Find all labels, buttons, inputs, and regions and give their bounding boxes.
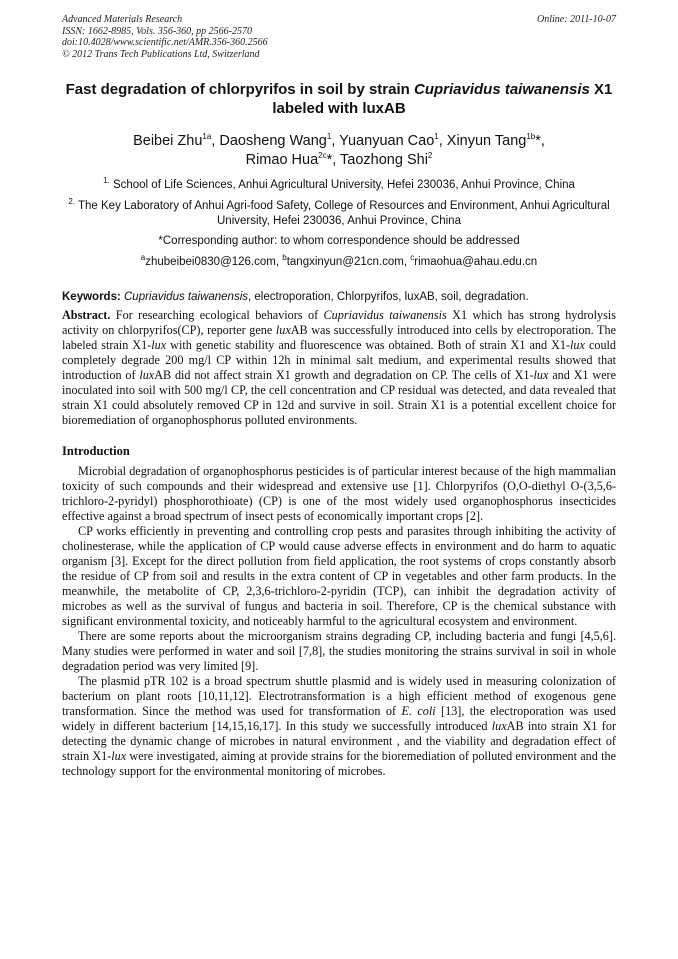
keywords-label: Keywords: <box>62 291 121 303</box>
abstract <box>62 308 616 428</box>
copyright-line: © 2012 Trans Tech Publications Ltd, Switzerland <box>62 48 260 60</box>
italic-term: lux <box>139 368 155 382</box>
italic-term: lux <box>570 338 585 352</box>
author: Daosheng Wang$^1$, <box>219 132 340 149</box>
text-run: AB did not affect strain X1 growth and degradation on CP. The cells of X1- <box>154 368 534 382</box>
text-run: AB was successfully introduced into cells by electroporation. The labeled strain X1- <box>62 323 616 352</box>
doi-line: doi:10.4028/www.scientific.net/AMR.356-360.2566 <box>62 37 268 48</box>
italic-term: E. coli <box>401 704 436 718</box>
author: Rimao Hua$^{2c}$*, <box>245 151 341 168</box>
introduction-body <box>62 464 616 779</box>
text-run: Microbial degradation of organophosphorus pesticides is of particular interest because of the high mammalian toxicity of such compounds and their widespread and extensive use [1]. Chlorpyrifos (O,O-diethyl O-(3,5,6-trichloro-2-pyridyl) phosphorothioate) (CP) is one of the most widely used organophosphorus insecticides effective against a broad spectrum of insect pests of economically important crops [2]. <box>62 464 616 523</box>
text-run: with genetic stability and fluorescence was obtained. Both of strain X1 and X1- <box>166 338 571 352</box>
paper-title <box>62 80 616 118</box>
italic-term: Cupriavidus taiwanensis <box>323 308 447 322</box>
online-date: Online: 2011-10-07 <box>537 14 616 25</box>
text-run: were investigated, aiming at provide strains for the bioremediation of polluted environment and the technology support for the environmental monitoring of microbes. <box>62 749 616 778</box>
section-heading-introduction: Introduction <box>62 444 130 458</box>
title-species: Cupriavidus taiwanensis <box>413 81 590 98</box>
body-paragraph <box>62 524 616 629</box>
journal-header <box>62 14 616 60</box>
paper-page <box>62 14 616 779</box>
text-run: The plasmid pTR 102 is a broad spectrum shuttle plasmid and is widely used in measuring colonization of bacterium on plant roots [10,11,12]. Electrotransformation is a high efficient method of exogenous gene transformation. Since the method was used for transformation of <box>62 674 616 718</box>
affiliation-2: $^{2.}$ The Key Laboratory of Anhui Agri-food Safety, College of Resources and Environment, Anhui Agricultural University, Hefei 230036, Anhui Province, China <box>68 197 610 227</box>
text-run: [13], the electroporation was used widely in different bacterium [14,15,16,17]. In this study we successfully introduced <box>62 704 616 733</box>
author: Yuanyuan Cao$^1$, <box>339 132 447 149</box>
author-emails: $^a$zhubeibei0830@126.com, $^b$tangxinyun@21cn.com, $^c$rimaohua@ahau.edu.cn <box>140 253 538 268</box>
author-list <box>62 132 616 170</box>
text-run: X1 which has strong hydrolysis activity on chlorpyrifos(CP), reporter gene <box>62 308 616 337</box>
body-paragraph <box>62 464 616 524</box>
author: Xinyun Tang$^{1b}$*, <box>446 132 545 149</box>
email-link[interactable]: rimaohua@ahau.edu.cn <box>414 256 538 268</box>
italic-term: lux <box>111 749 127 763</box>
italic-term: lux <box>151 338 167 352</box>
text-run: There are some reports about the microorganism strains degrading CP, including bacteria and fungi [4,5,6]. Many studies were performed in water and soil [7,8], the studies monitoring the strains survival in soil in whole degradation period was very limited [9]. <box>62 629 616 673</box>
italic-term: lux <box>275 323 291 337</box>
text-run: AB into strain X1 for detecting the dynamic change of microbes in natural environment , and the viability and degradation effect of strain X1- <box>62 719 617 763</box>
italic-term: lux <box>491 719 507 733</box>
email-link[interactable]: tangxinyun@21cn.com <box>286 256 404 268</box>
affiliation-1: $^{1.}$ School of Life Sciences, Anhui Agricultural University, Hefei 230036, Anhui Province, China <box>103 176 575 191</box>
italic-term: lux <box>533 368 549 382</box>
abstract-label: Abstract. <box>62 308 111 322</box>
keywords: Keywords: Cupriavidus taiwanensis, electroporation, Chlorpyrifos, luxAB, soil, degradation. <box>62 291 529 303</box>
author: Beibei Zhu$^{1a}$, <box>133 132 220 149</box>
body-paragraph <box>62 629 616 674</box>
text-run: For researching ecological behaviors of <box>110 308 324 322</box>
body-paragraph <box>62 674 616 779</box>
text-run: and X1 were inoculated into soil with 500 mg/l CP, the cell concentration and CP residual was detected, and data revealed that strain X1 could absolutely removed CP in 12d and survive in soil. Strain X1 is a potential excellent choice for bioremediation of organophosphorus polluted environments. <box>62 368 616 427</box>
title-text-1: Fast degradation of chlorpyrifos in soil by strain <box>65 81 414 98</box>
email-link[interactable]: zhubeibei0830@126.com <box>145 256 276 268</box>
corresponding-note: *Corresponding author: to whom correspondence should be addressed <box>158 235 520 247</box>
abstract-text <box>62 308 616 427</box>
text-run: could completely degrade 200 mg/l CP within 12h in minimal salt medium, and experimental results showed that introduction of <box>62 338 617 382</box>
issn-line: ISSN: 1662-8985, Vols. 356-360, pp 2566-2570 <box>62 25 252 37</box>
text-run: CP works efficiently in preventing and controlling crop pests and parasites through inhibiting the activity of cholinesterase, while the application of CP would cause adverse effects in environment and do harm to aquatic organism [3]. Except for the direct pollution from field application, the root systems of crops constantly absorb the residue of CP from soil and results in the extra content of CP in vegetables and other farm products. In the meanwhile, the metabolite of CP, 2,3,6-trichloro-2-pyridin (TCP), can inhibit the degradation activity of microbes as well as the survival of fungus and bacteria in soil. Therefore, CP is the chemical substance with significant environmental toxicity, and noticeably harmful to the agricultural ecosystem and environment. <box>62 524 616 628</box>
author: Taozhong Shi$^2$ <box>340 151 433 168</box>
journal-name: Advanced Materials Research <box>62 14 183 25</box>
title-text-2: X1 labeled with luxAB <box>272 81 613 117</box>
